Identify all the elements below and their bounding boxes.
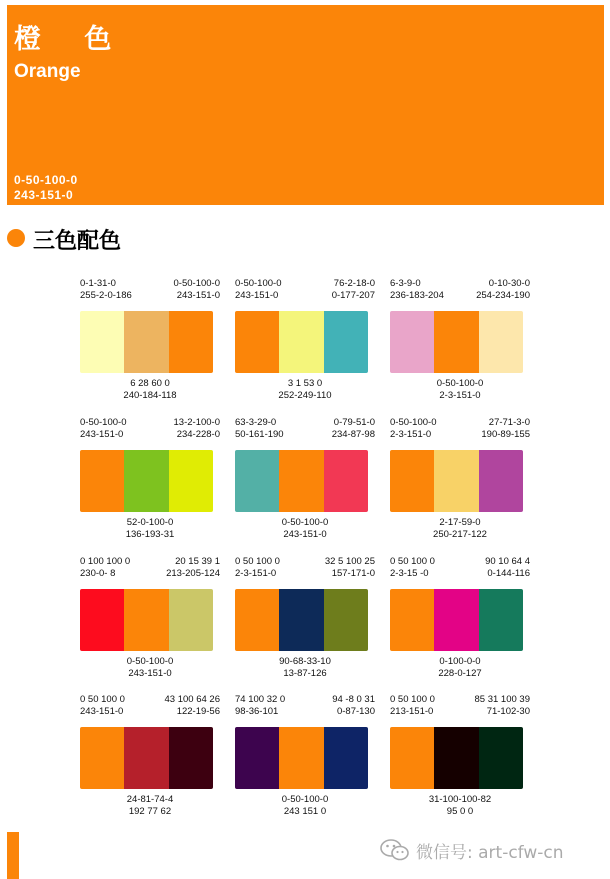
color-code-bottom xyxy=(80,517,220,541)
color-code-top-left-line: 243-151-0 xyxy=(80,706,124,717)
color-code-top-left xyxy=(390,417,436,441)
watermark xyxy=(380,838,564,862)
color-code-bottom-line: 95 0 0 xyxy=(446,806,474,817)
color-code-bottom-line: 13-87-126 xyxy=(283,668,327,679)
color-swatch xyxy=(235,311,279,373)
color-code-top-right xyxy=(166,556,220,580)
color-code-top-right-line: 90 10 64 4 xyxy=(485,556,530,567)
color-code-top-right xyxy=(165,694,220,718)
color-code-top-right-line: 0-10-30-0 xyxy=(488,278,530,289)
color-code-top-left-line: 213-151-0 xyxy=(390,706,434,717)
color-code-bottom xyxy=(390,656,530,680)
color-code-top-right-line: 43 100 64 26 xyxy=(164,694,220,705)
color-code-bottom-line: 2-17-59-0 xyxy=(439,517,481,528)
color-code-bottom-line: 192 77 62 xyxy=(128,806,172,817)
watermark-text: 微信号: art-cfw-cn xyxy=(416,842,564,863)
color-code-top-left-line: 0 50 100 0 xyxy=(235,556,280,567)
color-swatch xyxy=(169,311,213,373)
color-code-top-right-line: 0-79-51-0 xyxy=(333,417,375,428)
color-code-top-left xyxy=(235,694,285,718)
color-code-top-left-line: 50-161-190 xyxy=(235,429,284,440)
page-subtitle: Orange xyxy=(14,61,81,82)
color-code-top-right xyxy=(476,278,530,302)
color-code-bottom-line: 90-68-33-10 xyxy=(279,656,331,667)
color-strip xyxy=(235,450,368,512)
color-strip xyxy=(235,727,368,789)
color-code-bottom-line: 0-100-0-0 xyxy=(439,656,481,667)
color-code-top-right xyxy=(475,694,530,718)
color-code-bottom-line: 6 28 60 0 xyxy=(130,378,170,389)
color-code-top-right xyxy=(332,417,375,441)
color-swatch xyxy=(235,727,279,789)
color-code-bottom xyxy=(390,517,530,541)
color-strip xyxy=(390,589,523,651)
color-code-bottom-line: 31-100-100-82 xyxy=(428,794,492,805)
color-code-top-right xyxy=(174,278,220,302)
color-strip xyxy=(80,450,213,512)
color-code-top-right-line: 234-228-0 xyxy=(176,429,220,440)
color-code-top-right-line: 20 15 39 1 xyxy=(175,556,220,567)
palette-card xyxy=(80,556,220,686)
header-rgb: 243-151-0 xyxy=(14,188,74,202)
color-code-top-left-line: 255-2-0-186 xyxy=(80,290,132,301)
color-swatch xyxy=(124,727,168,789)
color-swatch xyxy=(235,450,279,512)
color-code-top-left-line: 74 100 32 0 xyxy=(235,694,286,705)
palette-card xyxy=(235,556,375,686)
color-code-top-right xyxy=(174,417,220,441)
color-swatch xyxy=(434,589,478,651)
color-code-bottom xyxy=(390,378,530,402)
color-code-top-right xyxy=(485,556,530,580)
color-swatch xyxy=(324,589,368,651)
color-code-bottom-line: 52-0-100-0 xyxy=(126,517,174,528)
color-swatch xyxy=(235,589,279,651)
color-code-top-left-line: 63-3-29-0 xyxy=(235,417,277,428)
header-banner xyxy=(7,5,604,205)
color-code-top-right-line: 254-234-190 xyxy=(476,290,530,301)
color-code-top-left-line: 0-1-31-0 xyxy=(80,278,116,289)
color-strip xyxy=(80,311,213,373)
color-code-bottom-line: 3 1 53 0 xyxy=(287,378,323,389)
color-code-bottom-line: 250-217-122 xyxy=(433,529,487,540)
section-title: 三色配色 xyxy=(33,229,122,254)
palette-card xyxy=(390,556,530,686)
color-swatch xyxy=(80,450,124,512)
color-code-top-left-line: 230-0- 8 xyxy=(80,568,116,579)
color-code-top-right-line: 0-50-100-0 xyxy=(173,278,220,289)
color-swatch xyxy=(479,311,523,373)
color-swatch xyxy=(124,311,168,373)
color-code-top-left xyxy=(390,694,435,718)
color-code-top-left-line: 0-50-100-0 xyxy=(80,417,127,428)
color-code-bottom-line: 0-50-100-0 xyxy=(126,656,174,667)
color-code-top-right-line: 122-19-56 xyxy=(176,706,220,717)
color-code-top-right-line: 190-89-155 xyxy=(481,429,530,440)
color-code-bottom-line: 243-151-0 xyxy=(283,529,327,540)
color-swatch xyxy=(479,727,523,789)
color-code-bottom xyxy=(235,794,375,818)
color-code-top-left-line: 0-50-100-0 xyxy=(235,278,282,289)
color-code-bottom-line: 243 151 0 xyxy=(283,806,327,817)
color-code-top-right-line: 243-151-0 xyxy=(176,290,220,301)
palette-card xyxy=(80,694,220,824)
color-code-top-left-line: 98-36-101 xyxy=(235,706,279,717)
color-strip xyxy=(80,727,213,789)
color-swatch xyxy=(279,727,323,789)
color-code-bottom-line: 2-3-151-0 xyxy=(439,390,481,401)
page-title: 橙 色 xyxy=(14,24,129,55)
color-code-bottom xyxy=(80,656,220,680)
color-code-bottom-line: 136-193-31 xyxy=(125,529,175,540)
color-code-top-left-line: 2-3-151-0 xyxy=(390,429,432,440)
color-swatch xyxy=(279,450,323,512)
color-swatch xyxy=(434,450,478,512)
color-code-top-left-line: 0 50 100 0 xyxy=(80,694,125,705)
color-code-top-left-line: 2-3-151-0 xyxy=(235,568,277,579)
color-code-top-right-line: 71-102-30 xyxy=(486,706,530,717)
palette-card xyxy=(235,417,375,547)
color-code-bottom-line: 24-81-74-4 xyxy=(126,794,174,805)
color-swatch xyxy=(324,311,368,373)
color-code-top-right-line: 0-87-130 xyxy=(336,706,375,717)
color-code-top-right-line: 234-87-98 xyxy=(331,429,375,440)
color-code-top-left-line: 0 50 100 0 xyxy=(390,694,435,705)
color-code-top-left-line: 0-50-100-0 xyxy=(390,417,437,428)
color-swatch xyxy=(390,311,434,373)
color-swatch xyxy=(124,589,168,651)
color-strip xyxy=(235,589,368,651)
palette-card xyxy=(80,278,220,408)
color-code-top-right-line: 85 31 100 39 xyxy=(474,694,530,705)
color-swatch xyxy=(390,727,434,789)
color-strip xyxy=(390,311,523,373)
color-code-top-right-line: 76-2-18-0 xyxy=(333,278,375,289)
color-code-top-right-line: 94 -8 0 31 xyxy=(332,694,375,705)
palette-card xyxy=(235,278,375,408)
palette-card xyxy=(390,278,530,408)
wechat-icon xyxy=(380,839,410,861)
color-swatch xyxy=(434,727,478,789)
color-strip xyxy=(235,311,368,373)
color-code-bottom xyxy=(235,517,375,541)
color-code-bottom xyxy=(80,794,220,818)
header-cmyk: 0-50-100-0 xyxy=(14,173,78,187)
color-code-top-right-line: 13-2-100-0 xyxy=(173,417,220,428)
color-swatch xyxy=(80,727,124,789)
color-code-top-right-line: 157-171-0 xyxy=(331,568,375,579)
color-code-top-right xyxy=(332,694,375,718)
color-code-top-right-line: 32 5 100 25 xyxy=(324,556,375,567)
color-code-bottom xyxy=(390,794,530,818)
color-code-top-left xyxy=(80,694,125,718)
color-code-top-right-line: 213-205-124 xyxy=(166,568,220,579)
color-swatch xyxy=(80,311,124,373)
color-code-top-left-line: 6-3-9-0 xyxy=(390,278,421,289)
color-code-top-left xyxy=(80,556,130,580)
color-swatch xyxy=(279,311,323,373)
color-code-top-left-line: 2-3-15 -0 xyxy=(390,568,429,579)
color-code-top-left xyxy=(235,417,284,441)
color-strip xyxy=(80,589,213,651)
color-code-top-right xyxy=(332,278,375,302)
color-code-bottom-line: 240-184-118 xyxy=(123,390,177,401)
color-swatch xyxy=(479,589,523,651)
color-swatch xyxy=(479,450,523,512)
palette-card xyxy=(235,694,375,824)
color-swatch xyxy=(279,589,323,651)
color-swatch xyxy=(169,589,213,651)
palette-card xyxy=(80,417,220,547)
color-swatch xyxy=(80,589,124,651)
color-code-top-right-line: 0-177-207 xyxy=(331,290,375,301)
color-code-bottom-line: 0-50-100-0 xyxy=(281,794,329,805)
color-code-bottom xyxy=(235,378,375,402)
color-strip xyxy=(390,450,523,512)
color-code-bottom xyxy=(80,378,220,402)
color-code-top-right-line: 0-144-116 xyxy=(487,568,530,579)
bottom-accent-bar xyxy=(7,832,19,879)
color-code-top-right xyxy=(481,417,530,441)
color-swatch xyxy=(324,727,368,789)
color-swatch xyxy=(390,589,434,651)
color-swatch xyxy=(434,311,478,373)
color-code-bottom-line: 252-249-110 xyxy=(278,390,332,401)
color-code-top-right-line: 27-71-3-0 xyxy=(488,417,530,428)
color-code-top-left-line: 0 100 100 0 xyxy=(80,556,131,567)
color-swatch xyxy=(324,450,368,512)
color-code-top-left xyxy=(80,417,126,441)
color-code-bottom xyxy=(235,656,375,680)
color-code-top-left xyxy=(235,556,280,580)
color-code-top-left-line: 243-151-0 xyxy=(235,290,279,301)
color-swatch xyxy=(169,727,213,789)
color-code-top-left xyxy=(235,278,281,302)
color-code-bottom-line: 0-50-100-0 xyxy=(281,517,329,528)
color-strip xyxy=(390,727,523,789)
color-code-top-left-line: 0 50 100 0 xyxy=(390,556,435,567)
color-code-bottom-line: 228-0-127 xyxy=(438,668,482,679)
color-swatch xyxy=(169,450,213,512)
color-code-top-left xyxy=(390,278,444,302)
palette-card xyxy=(390,417,530,547)
color-code-top-left-line: 243-151-0 xyxy=(80,429,124,440)
color-code-bottom-line: 0-50-100-0 xyxy=(436,378,484,389)
color-code-top-left xyxy=(80,278,132,302)
color-swatch xyxy=(124,450,168,512)
palette-card xyxy=(390,694,530,824)
color-code-top-left xyxy=(390,556,435,580)
color-swatch xyxy=(390,450,434,512)
color-code-top-left-line: 236-183-204 xyxy=(390,290,444,301)
color-code-top-right xyxy=(325,556,375,580)
section-bullet-icon xyxy=(7,229,25,247)
color-code-bottom-line: 243-151-0 xyxy=(128,668,172,679)
